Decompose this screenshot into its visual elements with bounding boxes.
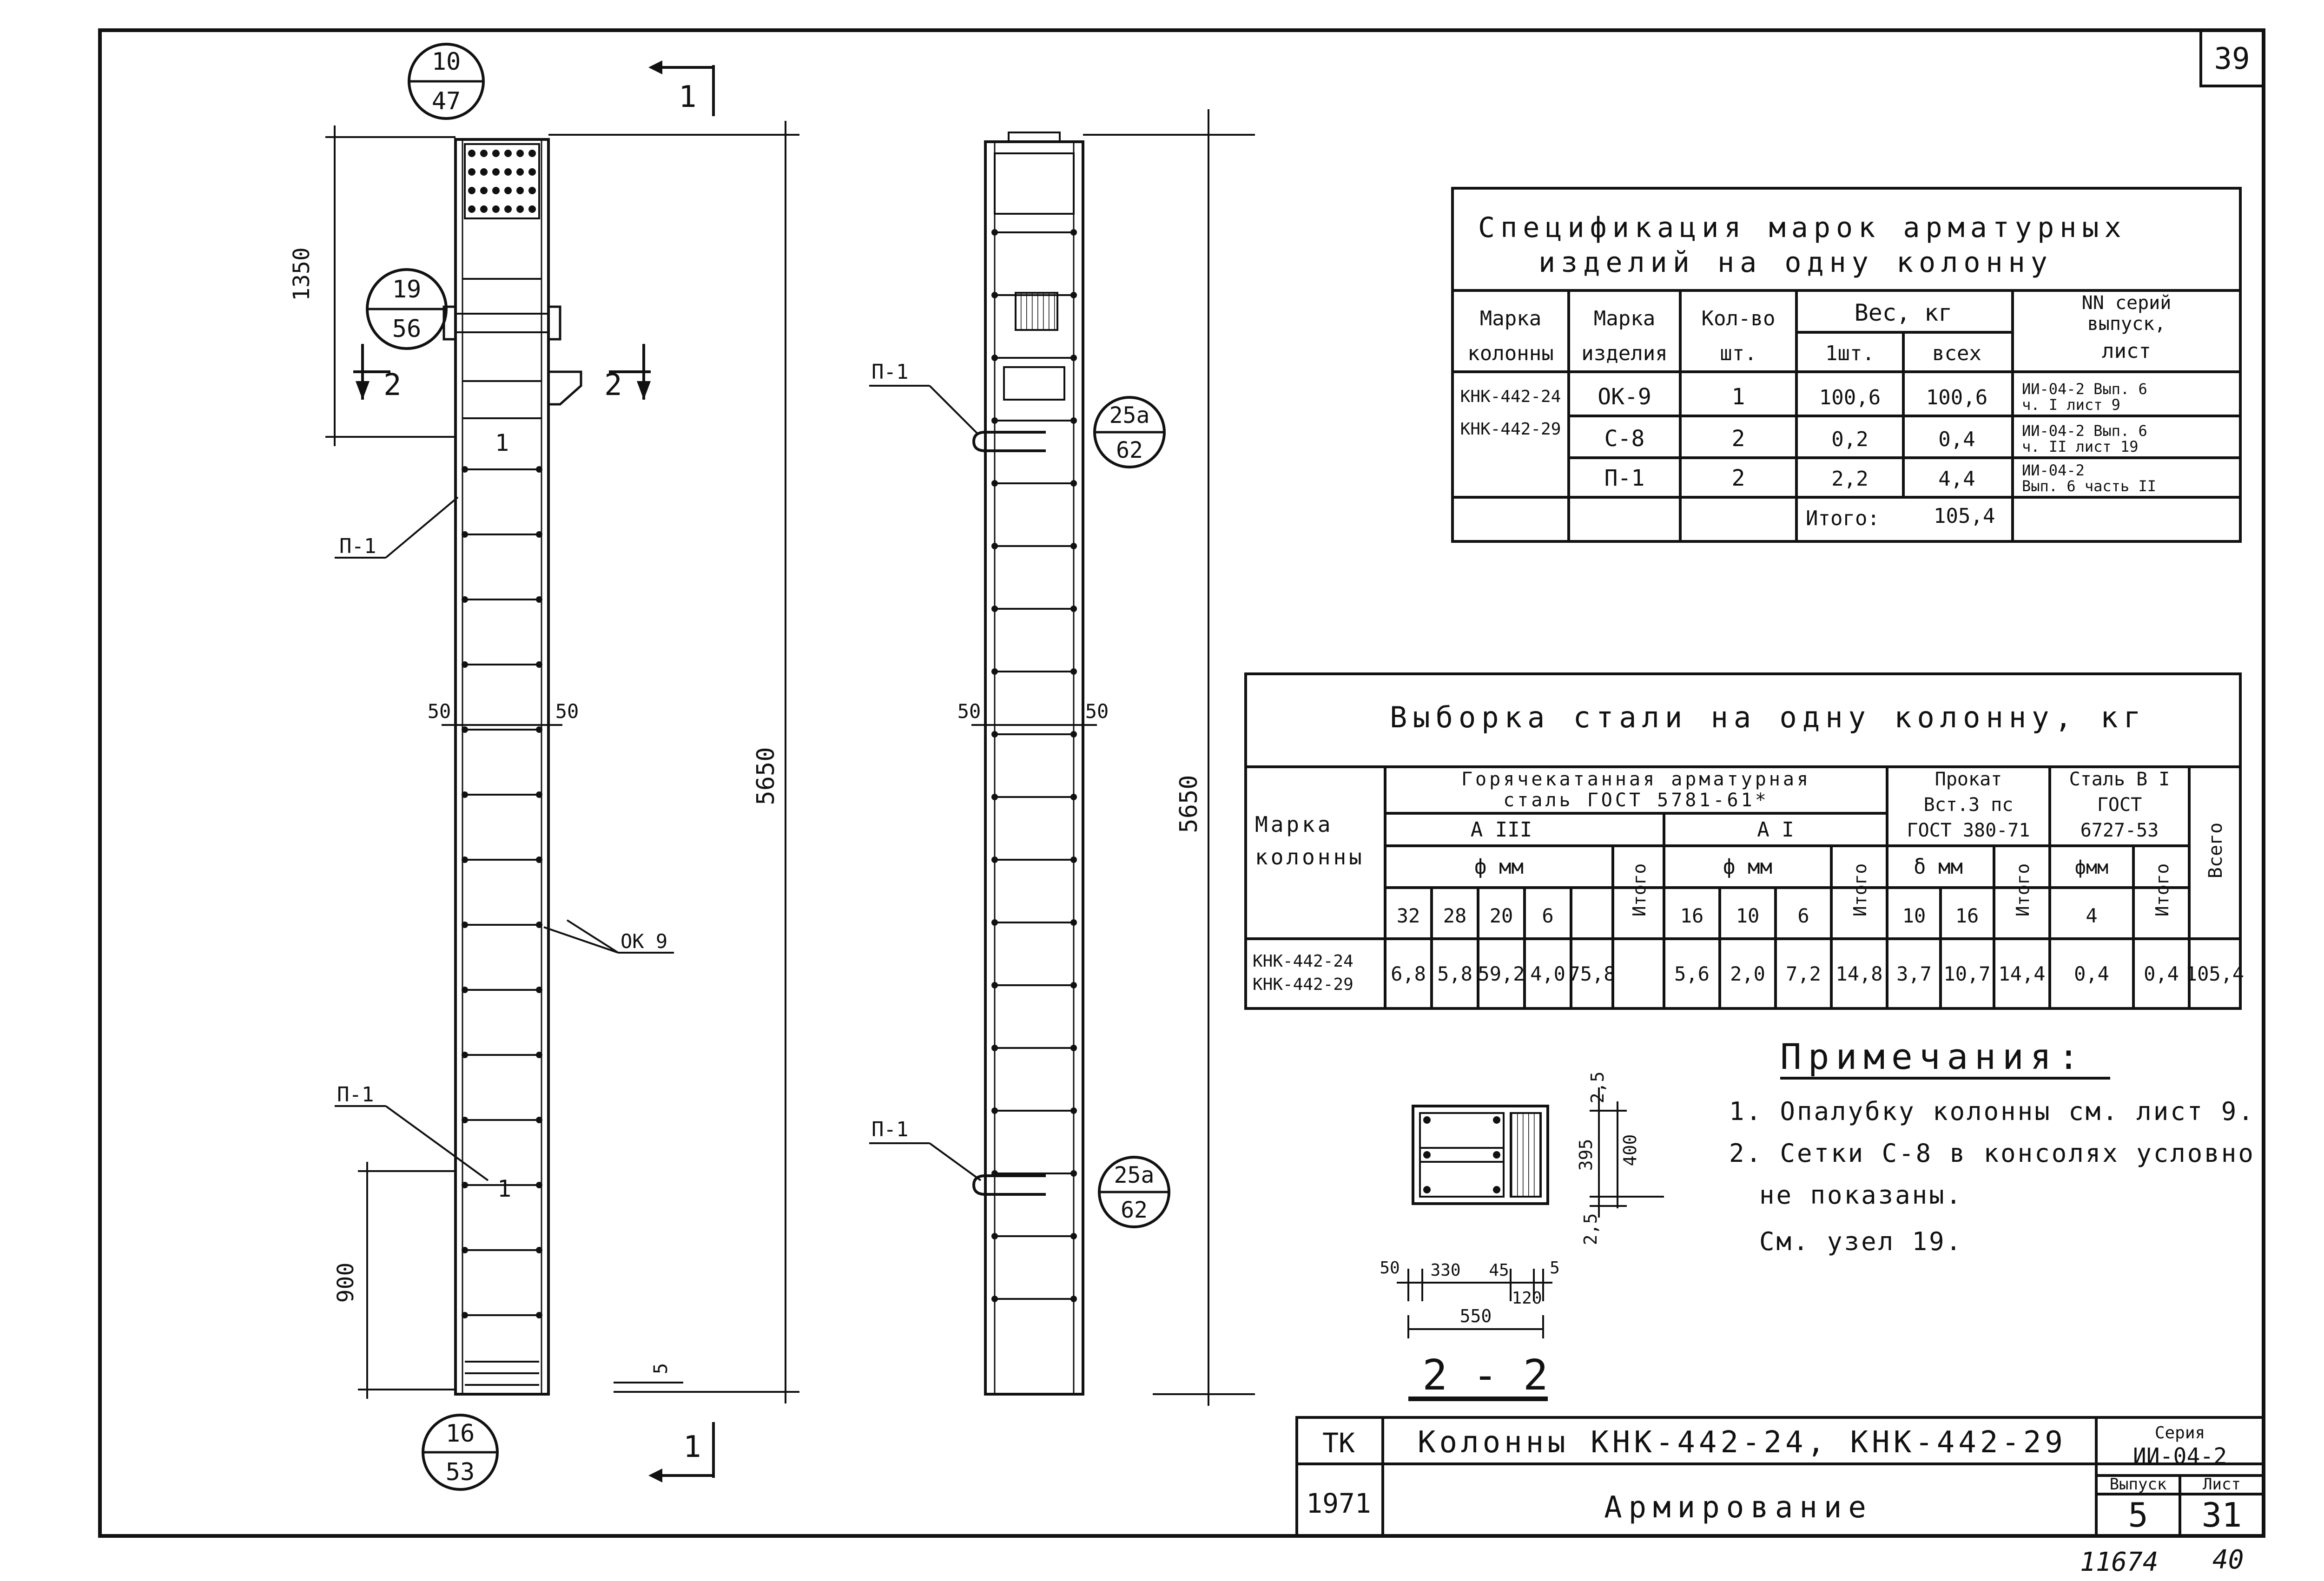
steel-value: 10,7	[1943, 962, 1991, 985]
front-top-callout	[409, 44, 483, 119]
front-top-anchor-block	[465, 144, 539, 218]
anchor-dot	[468, 187, 475, 194]
steel-value: 7,2	[1786, 962, 1821, 985]
side-label-p1-bottom: П-1	[872, 1118, 909, 1141]
side-console-hatch	[1016, 293, 1057, 330]
rebar-dot	[536, 1052, 542, 1058]
front-mark-1-bottom: 1	[497, 1175, 512, 1202]
rebar-dot	[462, 726, 468, 733]
steel-h-itogo-rolled: Итого	[2013, 863, 2033, 917]
rebar-dot	[1070, 982, 1077, 988]
anchor-dot	[516, 168, 524, 176]
anchor-dot	[528, 205, 536, 213]
rebar-dot	[536, 661, 542, 668]
anchor-dot	[480, 150, 488, 157]
rebar-dot	[991, 229, 998, 236]
front-bottom-callout-top: 16	[445, 1420, 475, 1448]
anchor-dot	[468, 150, 475, 157]
steel-rowmark-1: КНК-442-29	[1253, 975, 1353, 994]
steel-subhead: 6	[1542, 904, 1554, 927]
side-callout-bottom-top: 25а	[1114, 1162, 1155, 1188]
front-section-2-left: 2	[383, 368, 402, 402]
steel-value: 59,2	[1478, 962, 1525, 985]
anchor-dot	[480, 205, 488, 213]
tb-seria-label: Серия	[2154, 1423, 2205, 1443]
spec-cell-series-a: ИИ-04-2 Вып. 6	[2022, 422, 2147, 440]
rebar-dot	[536, 1182, 542, 1188]
anchor-dot	[516, 205, 524, 213]
steel-subhead: 16	[1955, 904, 1979, 927]
steel-h-hot-2: сталь ГОСТ 5781-61*	[1503, 790, 1769, 811]
note-1: 1. Опалубку колонны см. лист 9.	[1729, 1097, 2255, 1126]
anchor-dot	[528, 168, 536, 176]
spec-cell-wall: 100,6	[1926, 386, 1988, 409]
rebar-dot	[462, 596, 468, 603]
front-top-callout-top: 10	[431, 48, 461, 76]
anchor-dot	[516, 187, 524, 194]
sec-dim-25b: 2,5	[1580, 1213, 1601, 1245]
spec-colmark-0: КНК-442-24	[1460, 387, 1561, 406]
front-label-ok9: ОК 9	[621, 930, 668, 953]
side-callout-top	[1095, 397, 1164, 467]
rebar-dot	[1070, 543, 1077, 549]
spec-cell-wall: 0,4	[1938, 428, 1975, 451]
steel-subhead: 10	[1902, 904, 1926, 927]
rebar-dot	[991, 1296, 998, 1302]
note-3: не показаны.	[1759, 1180, 1963, 1210]
spec-cell-wall: 4,4	[1938, 467, 1975, 491]
note-2: 2. Сетки С-8 в консолях условно	[1729, 1139, 2255, 1168]
steel-h-itogo-a3: Итого	[1629, 863, 1650, 917]
front-bottom-callout	[423, 1415, 497, 1489]
spec-table	[1452, 188, 2240, 541]
steel-value: 3,7	[1896, 962, 1932, 985]
side-dim-offset-right: 50	[1085, 700, 1109, 723]
rebar-dot	[1070, 1107, 1077, 1114]
rebar-dot	[1070, 1233, 1077, 1239]
rebar-dot	[462, 856, 468, 863]
steel-h-a3: А III	[1470, 818, 1532, 842]
anchor-dot	[504, 187, 512, 194]
steel-h-wire-phi: фмм	[2074, 857, 2109, 878]
rebar-dot	[991, 480, 998, 487]
title-block	[1297, 1417, 2264, 1536]
steel-value: 5,6	[1674, 962, 1710, 985]
rebar-dot	[1070, 731, 1077, 738]
sec-dim-550: 550	[1459, 1306, 1492, 1326]
steel-h-rolled-1: Прокат	[1934, 769, 2002, 790]
tb-year: 1971	[1306, 1488, 1371, 1519]
rebar-dot	[462, 1312, 468, 1318]
front-console-bracket	[548, 372, 581, 404]
side-view	[869, 109, 1255, 1406]
front-view	[289, 44, 799, 1489]
steel-value: 4,0	[1530, 962, 1565, 985]
rebar-dot	[991, 292, 998, 298]
spec-h-series-1: NN серий	[2081, 292, 2172, 314]
spec-cell-series-b: ч. II лист 19	[2022, 438, 2139, 455]
front-label-p1-top: П-1	[339, 534, 376, 558]
steel-value: 2,0	[1730, 962, 1765, 985]
front-section-1-top: 1	[679, 80, 697, 114]
rebar-dot	[1070, 1296, 1077, 1302]
anchor-dot	[492, 205, 500, 213]
spec-cell-series-a: ИИ-04-2	[2022, 461, 2085, 479]
rebar-dot	[1070, 794, 1077, 800]
steel-h-wire-1: Сталь В I	[2069, 769, 2170, 790]
sec-dim-25a: 2,5	[1587, 1071, 1608, 1104]
anchor-dot	[504, 168, 512, 176]
spec-cell-qty: 2	[1731, 465, 1745, 491]
front-dim-height: 5650	[752, 747, 780, 805]
side-label-p1-top: П-1	[872, 360, 909, 384]
steel-subhead: 4	[2086, 904, 2098, 927]
sec-dim-400: 400	[1620, 1134, 1640, 1166]
rebar-dot	[462, 922, 468, 928]
steel-value: 14,8	[1835, 962, 1883, 985]
steel-subhead: 16	[1680, 904, 1704, 927]
section-2-2	[1380, 1072, 1664, 1400]
spec-total-value: 105,4	[1934, 504, 1995, 528]
rebar-dot	[991, 355, 998, 361]
spec-h-colmark-1: Марка	[1479, 307, 1542, 330]
anchor-dot	[492, 187, 500, 194]
spec-title-1: Спецификация марок арматурных	[1478, 211, 2127, 244]
anchor-dot	[492, 150, 500, 157]
front-dim-top: 1350	[289, 247, 315, 301]
sec-dim-330: 330	[1430, 1261, 1461, 1280]
rebar-dot	[536, 596, 542, 603]
front-dim-offset-right: 50	[555, 700, 579, 723]
rebar-dot	[991, 606, 998, 612]
steel-h-phi-a3: ф мм	[1474, 855, 1524, 879]
notes-title: Примечания:	[1780, 1036, 2086, 1077]
anchor-dot	[504, 150, 512, 157]
rebar-dot	[536, 987, 542, 993]
tb-list-label: Лист	[2203, 1475, 2241, 1494]
rebar-dot	[536, 1312, 542, 1318]
tb-seria-value: ИИ-04-2	[2133, 1443, 2227, 1469]
spec-cell-item: ОК-9	[1598, 384, 1651, 410]
steel-value: 105,4	[2185, 962, 2245, 985]
spec-h-weight-all: всех	[1932, 342, 1981, 365]
steel-value: 75,8	[1568, 962, 1616, 985]
tb-list-value: 31	[2201, 1495, 2242, 1535]
tb-vypusk-label: Выпуск	[2109, 1475, 2167, 1494]
spec-h-weight: Вес, кг	[1854, 299, 1953, 326]
steel-h-rolled-2: Вст.3 пс	[1923, 794, 2014, 816]
section-console-hatch	[1511, 1113, 1541, 1197]
spec-cell-series-a: ИИ-04-2 Вып. 6	[2022, 380, 2147, 398]
spec-cell-w1: 2,2	[1831, 467, 1868, 491]
front-top-callout-bottom: 47	[431, 87, 461, 115]
spec-title-2: изделий на одну колонну	[1538, 246, 2053, 279]
rebar-dot	[991, 794, 998, 800]
note-4: См. узел 19.	[1759, 1227, 1963, 1256]
spec-h-series-2: выпуск,	[2087, 313, 2166, 335]
rebar-dot	[1070, 1170, 1077, 1177]
side-callout-bottom	[1099, 1157, 1169, 1227]
steel-h-a1: А I	[1757, 818, 1794, 842]
tb-tk: ТК	[1322, 1427, 1355, 1459]
steel-h-itogo-wire: Итого	[2152, 863, 2172, 917]
anchor-dot	[480, 168, 488, 176]
rebar-dot	[536, 1117, 542, 1123]
rebar-dot	[462, 1182, 468, 1188]
steel-subhead: 32	[1396, 904, 1420, 927]
steel-subhead: 20	[1489, 904, 1513, 927]
spec-cell-item: С-8	[1604, 426, 1645, 452]
spec-h-colmark-2: колонны	[1467, 342, 1554, 365]
bottom-number-left: 11674	[2080, 1547, 2159, 1577]
rebar-dot	[536, 726, 542, 733]
side-dim-height: 5650	[1175, 775, 1203, 833]
anchor-dot	[480, 187, 488, 194]
front-label-p1-bottom: П-1	[337, 1083, 374, 1107]
rebar-dot	[991, 856, 998, 863]
sec-dim-50: 50	[1380, 1258, 1400, 1278]
front-dim-offset-left: 50	[427, 700, 451, 723]
steel-table	[1246, 674, 2244, 1008]
rebar-dot	[536, 791, 542, 798]
sec-dim-120: 120	[1512, 1289, 1542, 1308]
rebar-dot	[462, 1052, 468, 1058]
spec-h-series-3: лист	[2102, 339, 2151, 363]
steel-value: 14,4	[1998, 962, 2046, 985]
spec-h-itemmark-2: изделия	[1581, 342, 1668, 365]
rebar-dot	[536, 466, 542, 473]
rebar-dot	[536, 922, 542, 928]
rebar-dot	[462, 987, 468, 993]
front-bottom-callout-bottom: 53	[445, 1458, 475, 1486]
front-node-callout-top: 19	[392, 276, 422, 303]
rebar-dot	[536, 856, 542, 863]
rebar-dot	[991, 919, 998, 926]
spec-h-qty-1: Кол-во	[1701, 307, 1776, 330]
rebar-dot	[462, 791, 468, 798]
front-console-right	[548, 307, 560, 339]
rebar-dot	[462, 466, 468, 473]
spec-cell-qty: 2	[1731, 426, 1745, 452]
anchor-dot	[468, 168, 475, 176]
spec-cell-w1: 100,6	[1819, 386, 1881, 409]
spec-cell-item: П-1	[1604, 465, 1645, 491]
rebar-dot	[536, 1247, 542, 1253]
steel-subhead: 28	[1443, 904, 1467, 927]
sec-dim-395: 395	[1576, 1139, 1596, 1171]
steel-h-hot-1: Горячекатанная арматурная	[1461, 769, 1811, 790]
spec-cell-series-b: ч. I лист 9	[2022, 396, 2120, 414]
spec-cell-series-b: Вып. 6 часть II	[2022, 477, 2156, 495]
steel-h-wire-3: 6727-53	[2080, 820, 2159, 841]
front-section-2-right: 2	[604, 368, 622, 402]
steel-subhead: 6	[1797, 904, 1809, 927]
rebar-dot	[1070, 355, 1077, 361]
tb-subtitle: Армирование	[1604, 1490, 1873, 1525]
spec-h-itemmark-1: Марка	[1593, 307, 1656, 330]
anchor-dot	[528, 187, 536, 194]
front-dim-base: 5	[650, 1363, 672, 1375]
rebar-dot	[1070, 668, 1077, 675]
steel-h-wire-2: ГОСТ	[2097, 794, 2142, 816]
rebar-dot	[991, 1107, 998, 1114]
front-section-1-bottom: 1	[683, 1430, 701, 1464]
steel-h-colmark-1: Марка	[1255, 812, 1334, 837]
anchor-dot	[492, 168, 500, 176]
tb-vypusk-value: 5	[2128, 1495, 2148, 1535]
side-callout-top-top: 25а	[1109, 402, 1150, 428]
rebar-dot	[462, 1117, 468, 1123]
steel-h-phi-a1: ф мм	[1723, 855, 1772, 879]
anchor-dot	[528, 150, 536, 157]
rebar-dot	[1070, 1045, 1077, 1051]
steel-h-vsego: Всего	[2205, 822, 2226, 879]
steel-h-delta: δ мм	[1914, 855, 1963, 879]
rebar-dot	[991, 417, 998, 424]
spec-h-weight-one: 1шт.	[1825, 342, 1875, 365]
steel-rowmark-0: КНК-442-24	[1253, 952, 1353, 971]
sec-dim-5: 5	[1550, 1258, 1560, 1278]
spec-cell-qty: 1	[1731, 384, 1745, 410]
side-top-anchor-block	[995, 153, 1074, 214]
steel-h-colmark-2: колонны	[1255, 844, 1365, 870]
steel-value: 6,8	[1391, 962, 1426, 985]
spec-cell-w1: 0,2	[1831, 428, 1868, 451]
rebar-dot	[1070, 292, 1077, 298]
rebar-dot	[536, 531, 542, 538]
steel-value: 0,4	[2074, 962, 2109, 985]
steel-h-rolled-3: ГОСТ 380-71	[1907, 820, 2030, 841]
side-dim-offset-left: 50	[957, 700, 981, 723]
front-node-callout	[367, 270, 446, 349]
bottom-number-right: 40	[2212, 1545, 2244, 1575]
rebar-dot	[462, 1247, 468, 1253]
rebar-dot	[1070, 606, 1077, 612]
front-mark-1-top: 1	[495, 429, 509, 456]
anchor-dot	[504, 205, 512, 213]
front-dim-bottom: 900	[333, 1262, 359, 1303]
rebar-dot	[991, 1233, 998, 1239]
rebar-dot	[1070, 480, 1077, 487]
steel-value: 0,4	[2144, 962, 2179, 985]
rebar-dot	[991, 1045, 998, 1051]
rebar-dot	[1070, 919, 1077, 926]
notes	[1729, 1036, 2255, 1256]
anchor-dot	[516, 150, 524, 157]
rebar-dot	[1070, 417, 1077, 424]
anchor-dot	[468, 205, 475, 213]
side-callout-top-bottom: 62	[1116, 437, 1143, 463]
rebar-dot	[991, 668, 998, 675]
rebar-dot	[462, 531, 468, 538]
rebar-dot	[1070, 229, 1077, 236]
front-node-callout-bottom: 56	[392, 315, 422, 343]
spec-colmark-1: КНК-442-29	[1460, 420, 1561, 439]
rebar-dot	[991, 543, 998, 549]
steel-value: 5,8	[1437, 962, 1472, 985]
rebar-dot	[991, 731, 998, 738]
tb-title: Колонны КНК-442-24, КНК-442-29	[1418, 1425, 2067, 1460]
spec-h-qty-2: шт.	[1720, 342, 1757, 365]
rebar-dot	[1070, 856, 1077, 863]
sec-dim-45: 45	[1489, 1261, 1509, 1280]
page-number: 39	[2214, 42, 2250, 76]
steel-title: Выборка стали на одну колонну, кг	[1390, 700, 2146, 734]
steel-h-itogo-a1: Итого	[1850, 863, 1870, 917]
rebar-dot	[462, 661, 468, 668]
section-label: 2 - 2	[1422, 1351, 1548, 1400]
side-callout-bottom-bottom: 62	[1121, 1197, 1148, 1223]
steel-subhead: 10	[1736, 904, 1760, 927]
front-column-outline	[456, 139, 548, 1394]
spec-total-label: Итого:	[1806, 507, 1880, 530]
rebar-dot	[991, 982, 998, 988]
